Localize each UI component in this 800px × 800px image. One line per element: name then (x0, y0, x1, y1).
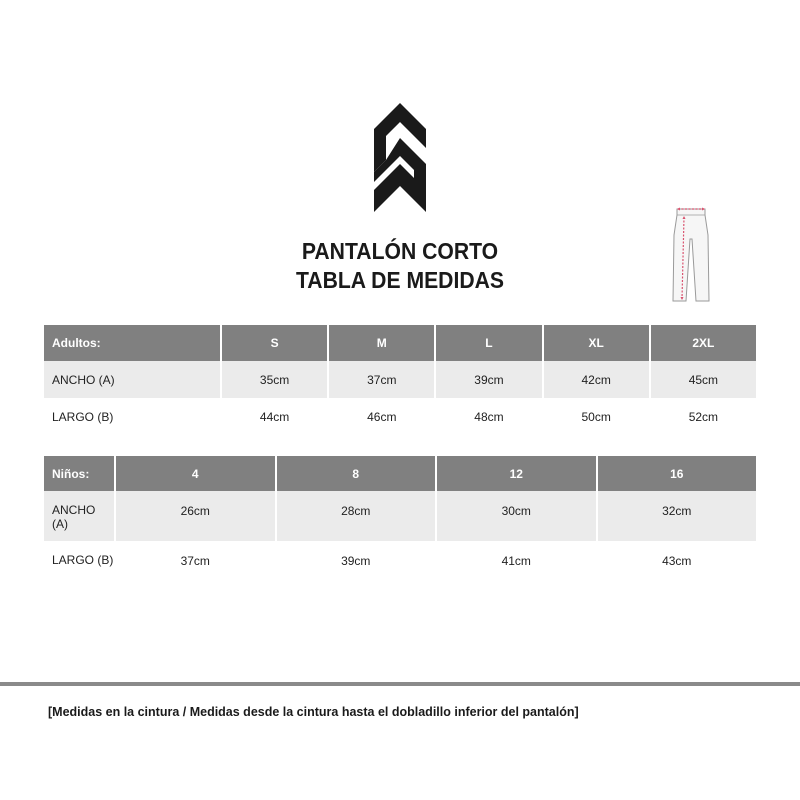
table-cell: 26cm (116, 491, 275, 541)
row-label: LARGO (B) (52, 553, 114, 567)
adults-size-s: S (222, 325, 327, 361)
table-cell: 28cm (277, 491, 436, 541)
row-label: LARGO (B) (52, 409, 114, 424)
kids-row-largo (44, 541, 756, 591)
table-cell: 35cm (222, 361, 327, 398)
table-cell: 45cm (651, 361, 756, 398)
table-cell: 50cm (581, 409, 611, 424)
table-cell: 48cm (474, 409, 504, 424)
table-cell: 32cm (598, 491, 757, 541)
title-line-1: PANTALÓN CORTO (301, 238, 499, 264)
page-title (32, 237, 768, 295)
adults-row-ancho (44, 361, 756, 398)
adults-row-largo (44, 398, 756, 435)
table-cell: 37cm (180, 554, 210, 568)
kids-header-row (44, 456, 756, 491)
adults-size-table (42, 325, 758, 435)
table-cell: 41cm (501, 554, 531, 568)
adults-header-row (44, 325, 756, 361)
kids-size-16: 16 (598, 456, 757, 491)
table-cell: 44cm (259, 409, 290, 424)
table-cell: 30cm (437, 491, 596, 541)
kids-size-4: 4 (116, 456, 275, 491)
adults-size-xl: XL (544, 325, 649, 361)
kids-row-ancho (44, 491, 756, 541)
kids-label: Niños: (44, 456, 114, 491)
kids-size-8: 8 (277, 456, 436, 491)
row-label: ANCHO (A) (44, 491, 114, 541)
adults-label: Adultos: (44, 325, 220, 361)
brand-logo-icon (370, 100, 430, 216)
table-cell: 52cm (688, 409, 719, 424)
table-cell: 43cm (662, 554, 692, 568)
row-label: ANCHO (A) (44, 361, 220, 398)
kids-size-12: 12 (437, 456, 596, 491)
title-line-2: TABLA DE MEDIDAS (295, 267, 505, 293)
adults-size-2xl: 2XL (651, 325, 756, 361)
table-cell: 39cm (341, 554, 371, 568)
measurement-footnote: [Medidas en la cintura / Medidas desde la cintura hasta el dobladillo inferior del pantalón] (48, 705, 579, 719)
table-cell: 46cm (367, 409, 397, 424)
table-cell: 37cm (329, 361, 434, 398)
adults-size-l: L (436, 325, 541, 361)
pants-diagram-icon (669, 205, 713, 305)
footer-divider (0, 682, 800, 686)
table-cell: 39cm (436, 361, 541, 398)
table-cell: 42cm (544, 361, 649, 398)
adults-size-m: M (329, 325, 434, 361)
kids-size-table (42, 456, 758, 591)
